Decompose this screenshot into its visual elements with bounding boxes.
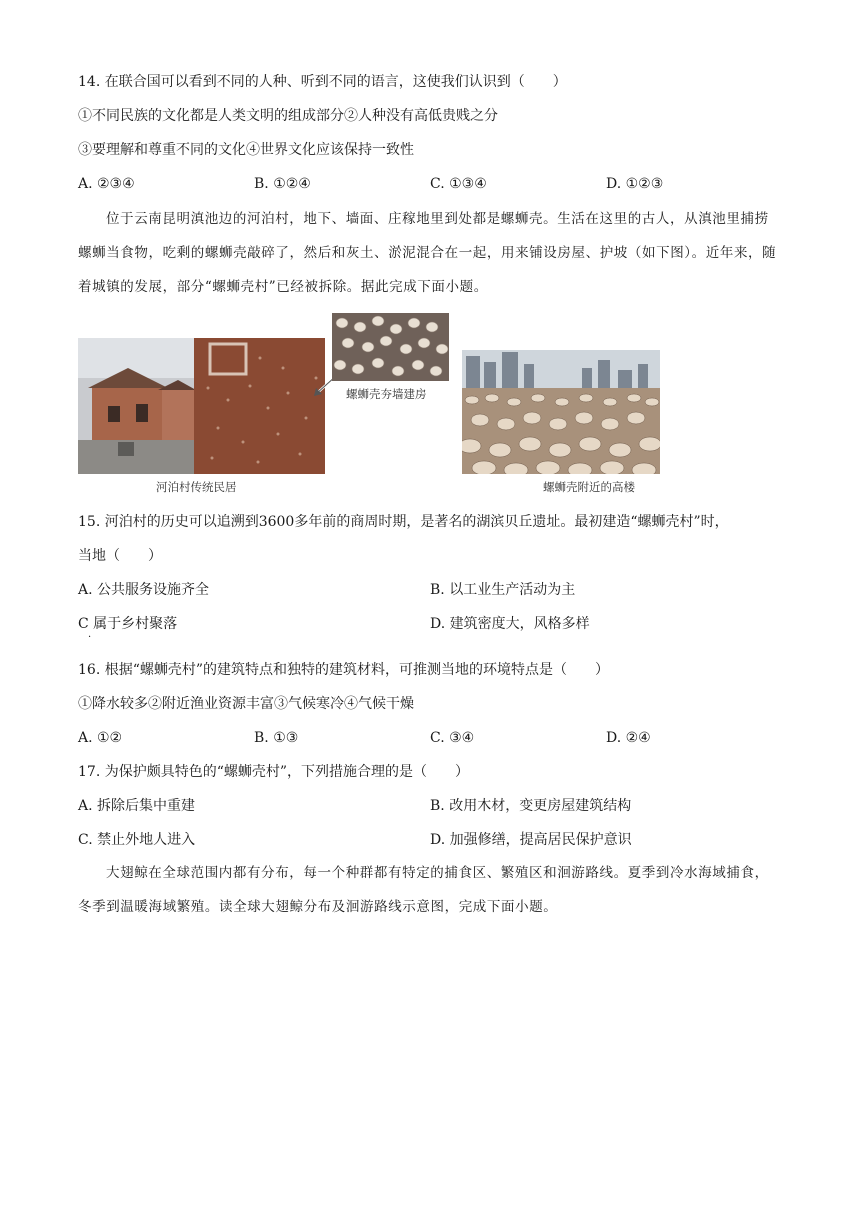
q14-option-c: C. ①③④ — [430, 176, 487, 192]
q15-stem-line-1: 15. 河泊村的历史可以追溯到3600多年前的商周时期，是著名的湖滨贝丘遗址。最初建造“螺蛳壳村”时， — [78, 514, 729, 530]
q15-option-b: B. 以工业生产活动为主 — [430, 582, 576, 598]
q16-stem: 16. 根据“螺蛳壳村”的建筑特点和独特的建筑材料，可推测当地的环境特点是（ ） — [78, 662, 610, 678]
caption-shell-wall: 螺蛳壳夯墙建房 — [346, 387, 427, 401]
q15-option-d: D. 建筑密度大，风格多样 — [430, 616, 590, 632]
q16-option-b: B. ①③ — [254, 730, 299, 746]
q16-statement: ①降水较多②附近渔业资源丰富③气候寒冷④气候干燥 — [78, 696, 414, 712]
q15-stem-line-2: 当地（ ） — [78, 548, 162, 564]
q14-option-a: A. ②③④ — [78, 176, 135, 192]
q14-stem: 14. 在联合国可以看到不同的人种、听到不同的语言，这使我们认识到（ ） — [78, 74, 567, 90]
q14-option-d: D. ①②③ — [606, 176, 664, 192]
q17-option-a: A. 拆除后集中重建 — [78, 798, 196, 814]
q16-option-c: C. ③④ — [430, 730, 475, 746]
photo-traditional-houses — [78, 338, 325, 474]
q17-option-c: C. 禁止外地人进入 — [78, 832, 196, 848]
q17-option-b: B. 改用木材，变更房屋建筑结构 — [430, 798, 632, 814]
caption-shells-highrises: 螺蛳壳附近的高楼 — [543, 480, 635, 494]
passage-humpback-whale — [78, 856, 782, 924]
caption-traditional-houses: 河泊村传统民居 — [156, 480, 237, 494]
passage-humpback-whale-text: 大翅鲸在全球范围内都有分布，每一个种群都有特定的捕食区、繁殖区和洄游路线。夏季到冷水海域捕食，冬季到温暖海域繁殖。读全球大翅鲸分布及洄游路线示意图，完成下面小题。 — [78, 865, 769, 915]
passage-snail-village-text: 位于云南昆明滇池边的河泊村，地下、墙面、庄稼地里到处都是螺蛳壳。生活在这里的古人，从滇池里捕捞螺蛳当食物，吃剩的螺蛳壳敲碎了，然后和灰土、淤泥混合在一起，用来铺设房屋、护坡（如下图）。近年来，随着城镇的发展，部分“螺蛳壳村”已经被拆除。据此完成下面小题。 — [78, 211, 777, 295]
q17-stem: 17. 为保护颇具特色的“螺蛳壳村”，下列措施合理的是（ ） — [78, 764, 470, 780]
q15-option-a: A. 公共服务设施齐全 — [78, 582, 210, 598]
q14-option-b: B. ①②④ — [254, 176, 311, 192]
q14-statement-2: ③要理解和尊重不同的文化④世界文化应该保持一致性 — [78, 142, 414, 158]
photo-shells-highrises — [462, 350, 660, 474]
q16-option-d: D. ②④ — [606, 730, 651, 746]
passage-snail-village — [78, 202, 782, 304]
stray-dot: · — [88, 632, 92, 643]
q14-statement-1: ①不同民族的文化都是人类文明的组成部分②人种没有高低贵贱之分 — [78, 108, 498, 124]
q17-option-d: D. 加强修缮，提高居民保护意识 — [430, 832, 632, 848]
q15-option-c: C 属于乡村聚落 — [78, 616, 178, 632]
photo-shell-wall — [332, 313, 449, 381]
q16-option-a: A. ①② — [78, 730, 123, 746]
